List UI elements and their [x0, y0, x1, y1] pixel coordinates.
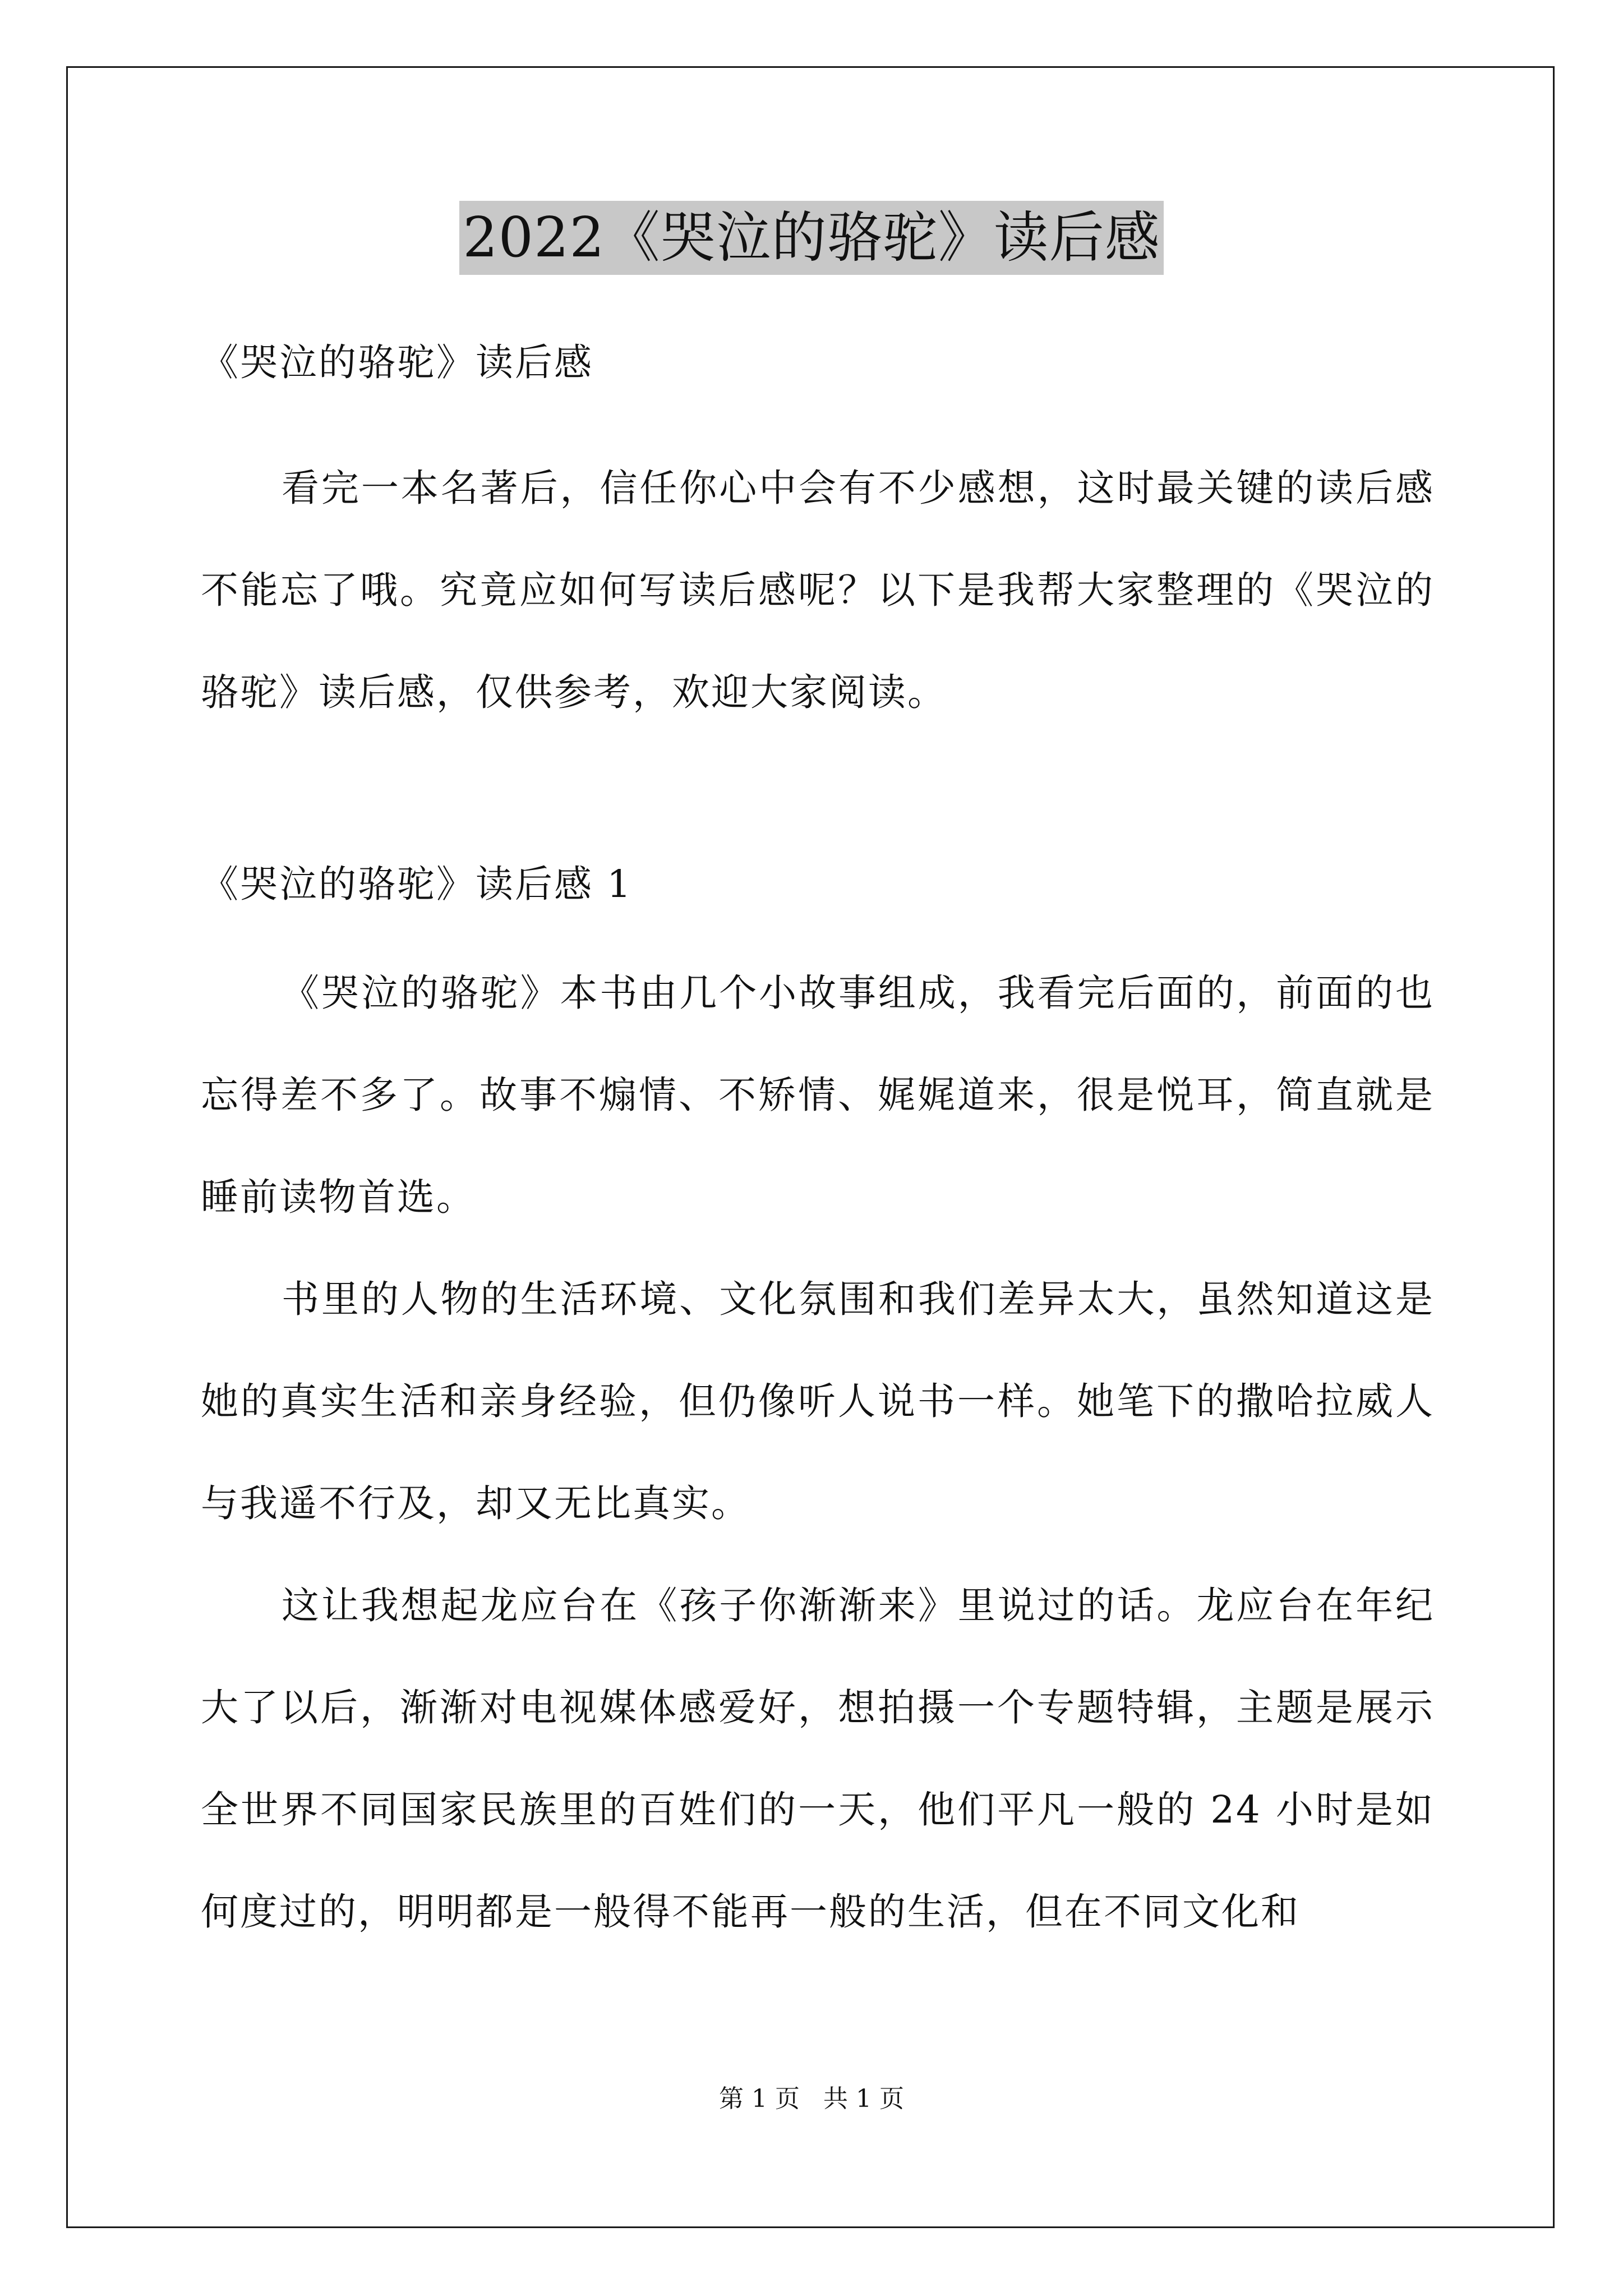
spacer: [201, 935, 1435, 942]
title-container: [0, 201, 1623, 275]
spacer: [201, 413, 1435, 437]
document-title: 2022《哭泣的骆驼》读后感: [459, 201, 1163, 275]
spacer: [201, 743, 1435, 833]
body-paragraph: 这让我想起龙应台在《孩子你渐渐来》里说过的话。龙应台在年纪大了以后，渐渐对电视媒体感爱好，想拍摄一个专题特辑，主题是展示全世界不同国家民族里的百姓们的一天，他们平凡一般的 24 小时是如何度过的，明明都是一般得不能再一般的生活，但在不同文化和: [201, 1584, 1435, 1934]
document-body: [201, 311, 1435, 1963]
body-paragraph: 书里的人物的生活环境、文化氛围和我们差异太大，虽然知道这是她的真实生活和亲身经验，但仍像听人说书一样。她笔下的撒哈拉威人与我遥不行及，却又无比真实。: [201, 1277, 1435, 1525]
page-footer: 第 1 页 共 1 页: [719, 2085, 904, 2113]
subtitle: 《哭泣的骆驼》读后感: [201, 341, 593, 384]
body-paragraph: 《哭泣的骆驼》本书由几个小故事组成，我看完后面的，前面的也忘得差不多了。故事不煽情、不矫情、娓娓道来，很是悦耳，简直就是睡前读物首选。: [201, 971, 1435, 1219]
intro-paragraph: 看完一本名著后，信任你心中会有不少感想，这时最关键的读后感不能忘了哦。究竟应如何写读后感呢？以下是我帮大家整理的《哭泣的骆驼》读后感，仅供参考，欢迎大家阅读。: [201, 466, 1435, 714]
section-heading: 《哭泣的骆驼》读后感 1: [201, 862, 633, 906]
